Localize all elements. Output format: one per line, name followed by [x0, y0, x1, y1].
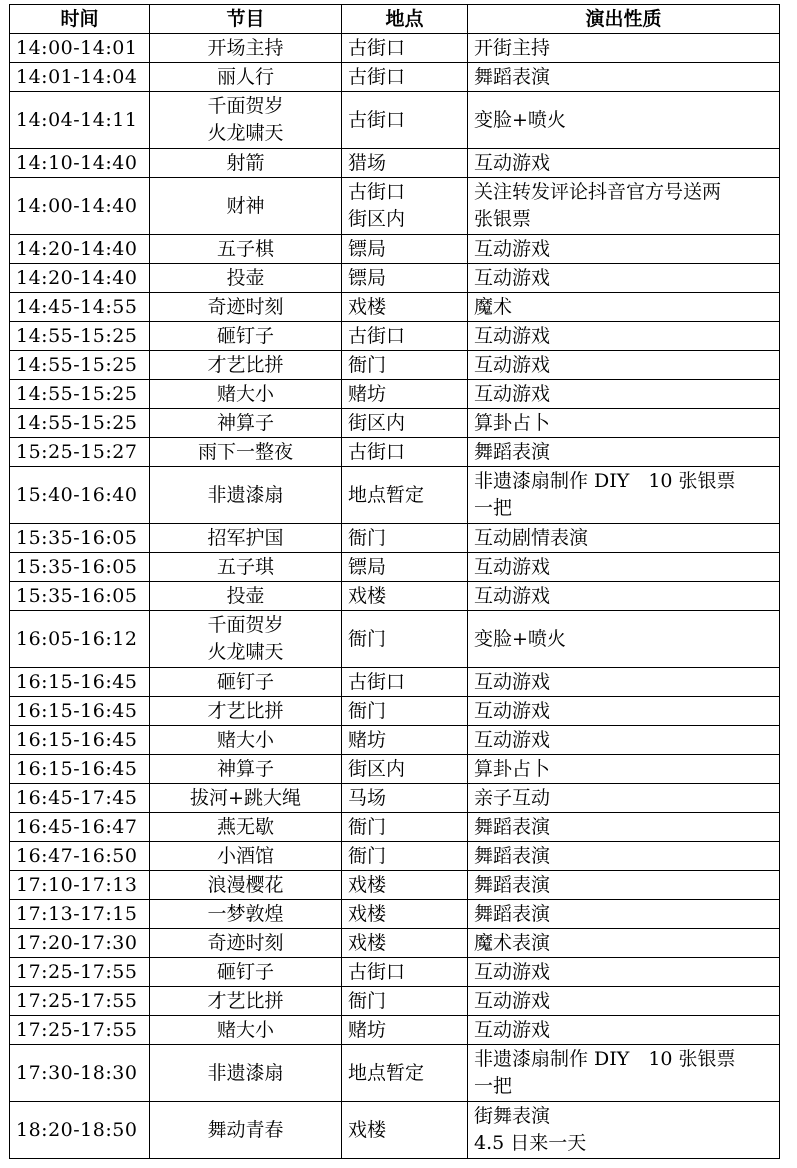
cell-nature: [468, 149, 780, 178]
cell-nature-line: 互动游戏: [474, 670, 551, 693]
cell-nature: [468, 63, 780, 92]
cell-location: [342, 987, 468, 1016]
cell-location: [342, 726, 468, 755]
cell-nature-line: 亲子互动: [474, 786, 551, 809]
cell-time: 18:20-18:50: [10, 1102, 150, 1159]
header-nature: 演出性质: [468, 5, 780, 34]
cell-nature: [468, 380, 780, 409]
cell-nature-line: 互动游戏: [474, 989, 551, 1012]
cell-nature-line: 互动游戏: [474, 353, 551, 376]
cell-program: [150, 380, 342, 409]
cell-program: [150, 900, 342, 929]
cell-nature-line: 一把: [474, 1075, 513, 1097]
cell-program: [150, 987, 342, 1016]
table-row: [10, 1016, 780, 1045]
cell-program-line: 火龙啸天: [207, 641, 284, 663]
cell-nature-line: 互动游戏: [474, 1018, 551, 1041]
cell-location-line: 衙门: [348, 526, 387, 549]
cell-nature-line: 互动游戏: [474, 699, 551, 722]
table-row: [10, 235, 780, 264]
cell-location-line: 古街口: [348, 65, 406, 88]
table-row: [10, 149, 780, 178]
cell-location-line: 街区内: [348, 411, 406, 434]
table-row: [10, 929, 780, 958]
cell-time: 16:47-16:50: [10, 842, 150, 871]
cell-nature-line: 开街主持: [474, 36, 551, 59]
cell-program-line: 燕无歇: [216, 815, 274, 838]
cell-nature-line: 互动游戏: [474, 960, 551, 983]
cell-program: [150, 813, 342, 842]
cell-location: [342, 34, 468, 63]
cell-nature: [468, 900, 780, 929]
cell-location: [342, 697, 468, 726]
cell-location-line: 衙门: [348, 627, 387, 650]
cell-location-line: 衙门: [348, 699, 387, 722]
cell-location: [342, 524, 468, 553]
cell-program: [150, 178, 342, 235]
cell-program-line: 小酒馆: [216, 844, 274, 867]
cell-program: [150, 322, 342, 351]
cell-nature-line: 舞蹈表演: [474, 844, 551, 867]
cell-location: [342, 900, 468, 929]
cell-program-line: 非遗漆扇: [207, 1061, 284, 1084]
cell-location-line: 戏楼: [348, 584, 387, 607]
cell-location-line: 衙门: [348, 989, 387, 1012]
table-row: [10, 1045, 780, 1102]
cell-program-line: 招军护国: [207, 526, 284, 549]
cell-nature-line: 互动游戏: [474, 324, 551, 347]
cell-nature-line: 互动游戏: [474, 382, 551, 405]
cell-nature-line: 魔术表演: [474, 931, 551, 954]
header-location: 地点: [342, 5, 468, 34]
cell-location-line: 古街口: [348, 36, 406, 59]
cell-time: 14:55-15:25: [10, 380, 150, 409]
cell-program-line: 投壶: [226, 266, 265, 289]
cell-program: [150, 755, 342, 784]
cell-time: 14:45-14:55: [10, 293, 150, 322]
cell-program-line: 浪漫樱花: [207, 873, 284, 896]
cell-time: 15:35-16:05: [10, 524, 150, 553]
table-row: [10, 63, 780, 92]
cell-program-line: 才艺比拼: [207, 353, 284, 376]
cell-nature-line: 魔术: [474, 295, 513, 318]
cell-nature: [468, 264, 780, 293]
cell-nature-line: 非遗漆扇制作 DIY 10 张银票: [474, 470, 736, 492]
cell-location: [342, 438, 468, 467]
cell-location-line: 猎场: [348, 151, 387, 174]
cell-time: 14:20-14:40: [10, 235, 150, 264]
cell-time: 16:45-17:45: [10, 784, 150, 813]
cell-nature: [468, 1016, 780, 1045]
table-row: [10, 467, 780, 524]
cell-program: [150, 929, 342, 958]
cell-nature: [468, 92, 780, 149]
cell-nature-line: 关注转发评论抖音官方号送两: [474, 181, 722, 203]
cell-program-line: 非遗漆扇: [207, 483, 284, 506]
table-row: [10, 293, 780, 322]
cell-nature-line: 舞蹈表演: [474, 440, 551, 463]
cell-program-line: 火龙啸天: [207, 122, 284, 144]
cell-nature: [468, 235, 780, 264]
cell-time: 15:25-15:27: [10, 438, 150, 467]
cell-time: 16:05-16:12: [10, 611, 150, 668]
cell-nature-line: 算卦占卜: [474, 411, 551, 434]
cell-program: [150, 1045, 342, 1102]
cell-location: [342, 264, 468, 293]
table-row: [10, 842, 780, 871]
cell-nature-line: 4.5 日来一天: [474, 1132, 587, 1154]
cell-location: [342, 149, 468, 178]
cell-nature-line: 互动剧情表演: [474, 526, 589, 549]
cell-nature: [468, 438, 780, 467]
table-row: [10, 264, 780, 293]
cell-program-line: 赌大小: [216, 382, 274, 405]
cell-location-line: 古街口: [348, 108, 406, 131]
cell-time: 17:10-17:13: [10, 871, 150, 900]
table-row: [10, 92, 780, 149]
table-row: [10, 958, 780, 987]
cell-program-line: 财神: [226, 194, 265, 217]
cell-nature-line: 变脸+喷火: [474, 108, 566, 131]
cell-time: 14:55-15:25: [10, 409, 150, 438]
cell-location-line: 衙门: [348, 815, 387, 838]
cell-program-line: 投壶: [226, 584, 265, 607]
cell-nature: [468, 668, 780, 697]
cell-nature: [468, 322, 780, 351]
cell-location: [342, 351, 468, 380]
cell-location-line: 戏楼: [348, 1118, 387, 1141]
table-row: [10, 1102, 780, 1159]
cell-location-line: 古街口: [348, 440, 406, 463]
cell-time: 17:25-17:55: [10, 987, 150, 1016]
cell-location-line: 赌坊: [348, 382, 387, 405]
cell-nature-line: 互动游戏: [474, 237, 551, 260]
table-row: [10, 582, 780, 611]
cell-time: 17:13-17:15: [10, 900, 150, 929]
cell-program: [150, 149, 342, 178]
cell-nature: [468, 34, 780, 63]
cell-nature: [468, 929, 780, 958]
cell-time: 16:15-16:45: [10, 668, 150, 697]
table-row: [10, 813, 780, 842]
cell-location-line: 戏楼: [348, 873, 387, 896]
cell-nature: [468, 1102, 780, 1159]
cell-program-line: 开场主持: [207, 36, 284, 59]
cell-program: [150, 235, 342, 264]
cell-time: 14:55-15:25: [10, 322, 150, 351]
cell-location: [342, 467, 468, 524]
cell-time: 15:40-16:40: [10, 467, 150, 524]
cell-nature: [468, 784, 780, 813]
cell-location-line: 街区内: [348, 208, 406, 230]
cell-location: [342, 958, 468, 987]
cell-nature: [468, 293, 780, 322]
cell-program: [150, 63, 342, 92]
cell-nature-line: 互动游戏: [474, 266, 551, 289]
table-row: [10, 322, 780, 351]
cell-location: [342, 929, 468, 958]
cell-program-line: 奇迹时刻: [207, 295, 284, 318]
cell-nature: [468, 467, 780, 524]
cell-program: [150, 293, 342, 322]
cell-time: 16:15-16:45: [10, 726, 150, 755]
cell-nature: [468, 871, 780, 900]
cell-program: [150, 351, 342, 380]
cell-nature: [468, 842, 780, 871]
cell-location: [342, 293, 468, 322]
cell-location: [342, 582, 468, 611]
cell-program: [150, 92, 342, 149]
cell-program: [150, 553, 342, 582]
cell-location: [342, 842, 468, 871]
cell-time: 16:15-16:45: [10, 755, 150, 784]
cell-time: 17:25-17:55: [10, 958, 150, 987]
header-row: [10, 5, 780, 34]
cell-time: 14:04-14:11: [10, 92, 150, 149]
cell-nature-line: 互动游戏: [474, 151, 551, 174]
cell-program-line: 五子棋: [216, 237, 274, 260]
cell-time: 17:30-18:30: [10, 1045, 150, 1102]
cell-location-line: 古街口: [348, 324, 406, 347]
cell-nature: [468, 553, 780, 582]
table-row: [10, 438, 780, 467]
cell-location: [342, 409, 468, 438]
cell-nature: [468, 813, 780, 842]
cell-nature: [468, 524, 780, 553]
cell-program: [150, 34, 342, 63]
cell-program-line: 砸钉子: [216, 960, 274, 983]
schedule-table: [9, 4, 780, 1159]
table-row: [10, 524, 780, 553]
cell-time: 16:15-16:45: [10, 697, 150, 726]
cell-location-line: 镖局: [348, 555, 387, 578]
table-row: [10, 871, 780, 900]
cell-program-line: 赌大小: [216, 1018, 274, 1041]
cell-time: 14:20-14:40: [10, 264, 150, 293]
cell-location-line: 镖局: [348, 266, 387, 289]
cell-program-line: 拔河+跳大绳: [190, 786, 301, 809]
cell-program-line: 才艺比拼: [207, 699, 284, 722]
cell-location-line: 赌坊: [348, 1018, 387, 1041]
table-row: [10, 611, 780, 668]
header-time: 时间: [10, 5, 150, 34]
cell-location: [342, 755, 468, 784]
cell-nature: [468, 409, 780, 438]
table-row: [10, 697, 780, 726]
table-row: [10, 409, 780, 438]
cell-time: 15:35-16:05: [10, 553, 150, 582]
cell-program: [150, 582, 342, 611]
cell-location-line: 戏楼: [348, 931, 387, 954]
table-row: [10, 668, 780, 697]
cell-nature: [468, 611, 780, 668]
cell-program: [150, 524, 342, 553]
cell-program-line: 奇迹时刻: [207, 931, 284, 954]
cell-program-line: 砸钉子: [216, 670, 274, 693]
cell-nature-line: 街舞表演: [474, 1105, 551, 1127]
cell-location: [342, 611, 468, 668]
cell-nature-line: 互动游戏: [474, 728, 551, 751]
cell-nature-line: 非遗漆扇制作 DIY 10 张银票: [474, 1048, 736, 1070]
cell-program-line: 神算子: [216, 411, 274, 434]
cell-location: [342, 380, 468, 409]
cell-location: [342, 235, 468, 264]
cell-program-line: 砸钉子: [216, 324, 274, 347]
cell-program: [150, 958, 342, 987]
cell-nature-line: 互动游戏: [474, 584, 551, 607]
cell-time: 15:35-16:05: [10, 582, 150, 611]
cell-location-line: 地点暂定: [348, 1061, 425, 1084]
cell-location-line: 地点暂定: [348, 483, 425, 506]
cell-time: 17:20-17:30: [10, 929, 150, 958]
table-row: [10, 178, 780, 235]
cell-program: [150, 409, 342, 438]
cell-location-line: 马场: [348, 786, 387, 809]
cell-location: [342, 322, 468, 351]
cell-time: 14:00-14:01: [10, 34, 150, 63]
cell-location-line: 古街口: [348, 181, 406, 203]
cell-nature-line: 舞蹈表演: [474, 902, 551, 925]
cell-program: [150, 264, 342, 293]
cell-program-line: 雨下一整夜: [197, 440, 293, 463]
cell-location: [342, 178, 468, 235]
cell-nature-line: 舞蹈表演: [474, 65, 551, 88]
cell-location: [342, 871, 468, 900]
cell-nature: [468, 755, 780, 784]
header-program: 节目: [150, 5, 342, 34]
cell-program: [150, 842, 342, 871]
cell-program-line: 神算子: [216, 757, 274, 780]
schedule-body: [10, 34, 780, 1159]
cell-time: 14:55-15:25: [10, 351, 150, 380]
table-row: [10, 755, 780, 784]
cell-program: [150, 1102, 342, 1159]
cell-program: [150, 438, 342, 467]
cell-time: 14:10-14:40: [10, 149, 150, 178]
cell-program-line: 千面贺岁: [207, 614, 284, 636]
cell-program: [150, 1016, 342, 1045]
cell-nature-line: 张银票: [474, 208, 532, 230]
cell-program: [150, 611, 342, 668]
cell-location-line: 镖局: [348, 237, 387, 260]
cell-program-line: 射箭: [226, 151, 265, 174]
cell-location-line: 古街口: [348, 960, 406, 983]
table-row: [10, 784, 780, 813]
cell-program: [150, 871, 342, 900]
table-row: [10, 351, 780, 380]
table-row: [10, 726, 780, 755]
cell-time: 14:01-14:04: [10, 63, 150, 92]
cell-time: 17:25-17:55: [10, 1016, 150, 1045]
cell-nature-line: 一把: [474, 497, 513, 519]
cell-location-line: 戏楼: [348, 902, 387, 925]
table-row: [10, 987, 780, 1016]
cell-program-line: 舞动青春: [207, 1118, 284, 1141]
cell-program-line: 一梦敦煌: [207, 902, 284, 925]
cell-location: [342, 813, 468, 842]
cell-nature: [468, 987, 780, 1016]
cell-program: [150, 467, 342, 524]
cell-location: [342, 668, 468, 697]
cell-nature-line: 变脸+喷火: [474, 627, 566, 650]
cell-location: [342, 63, 468, 92]
table-row: [10, 380, 780, 409]
cell-location: [342, 1016, 468, 1045]
cell-location: [342, 553, 468, 582]
cell-location: [342, 784, 468, 813]
cell-nature: [468, 1045, 780, 1102]
cell-location: [342, 1045, 468, 1102]
table-row: [10, 553, 780, 582]
cell-nature: [468, 958, 780, 987]
cell-nature: [468, 351, 780, 380]
cell-program-line: 千面贺岁: [207, 95, 284, 117]
cell-program: [150, 668, 342, 697]
cell-nature-line: 舞蹈表演: [474, 873, 551, 896]
cell-nature-line: 舞蹈表演: [474, 815, 551, 838]
cell-nature: [468, 582, 780, 611]
table-row: [10, 34, 780, 63]
cell-location-line: 古街口: [348, 670, 406, 693]
cell-location-line: 赌坊: [348, 728, 387, 751]
cell-program-line: 赌大小: [216, 728, 274, 751]
cell-location-line: 衙门: [348, 844, 387, 867]
cell-nature: [468, 726, 780, 755]
cell-location: [342, 92, 468, 149]
cell-program: [150, 784, 342, 813]
cell-nature: [468, 178, 780, 235]
table-row: [10, 900, 780, 929]
cell-time: 14:00-14:40: [10, 178, 150, 235]
cell-program-line: 才艺比拼: [207, 989, 284, 1012]
cell-time: 16:45-16:47: [10, 813, 150, 842]
cell-program: [150, 726, 342, 755]
cell-location-line: 衙门: [348, 353, 387, 376]
cell-program-line: 丽人行: [216, 65, 274, 88]
cell-location-line: 戏楼: [348, 295, 387, 318]
cell-program: [150, 697, 342, 726]
cell-location-line: 街区内: [348, 757, 406, 780]
cell-nature: [468, 697, 780, 726]
cell-location: [342, 1102, 468, 1159]
cell-nature-line: 算卦占卜: [474, 757, 551, 780]
cell-program-line: 五子琪: [216, 555, 274, 578]
cell-nature-line: 互动游戏: [474, 555, 551, 578]
